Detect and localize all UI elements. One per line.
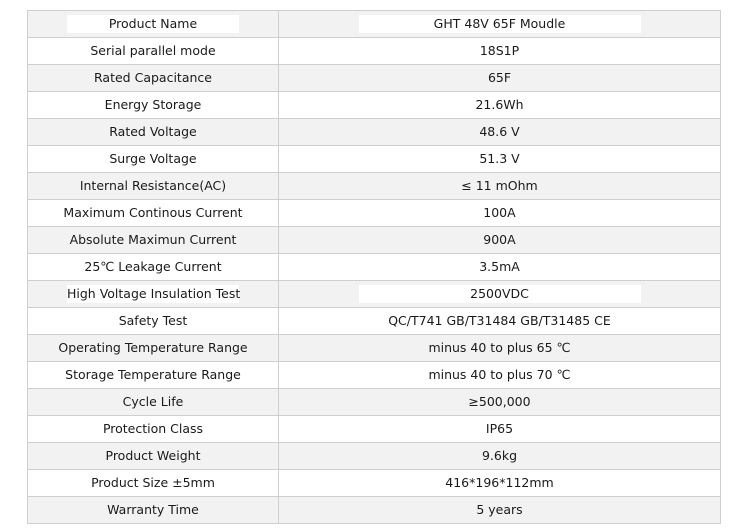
row-label-cell [28, 11, 279, 38]
table-row [28, 38, 721, 65]
row-label: Maximum Continous Current [63, 205, 243, 220]
table-row [28, 11, 721, 38]
row-label-cell [28, 200, 279, 227]
row-label: Energy Storage [104, 97, 202, 112]
row-label: Rated Voltage [109, 124, 197, 139]
row-label: Product Size ±5mm [91, 475, 215, 490]
row-label: High Voltage Insulation Test [67, 286, 241, 301]
row-value-cell [279, 227, 721, 254]
row-label: Cycle Life [122, 394, 184, 409]
row-value-cell [279, 308, 721, 335]
row-label: Product Weight [105, 448, 201, 463]
row-label: Product Name [67, 15, 239, 33]
row-label: Internal Resistance(AC) [79, 178, 227, 193]
row-label-cell [28, 497, 279, 524]
row-label-cell [28, 335, 279, 362]
row-value: ≥500,000 [468, 394, 531, 409]
row-value-cell [279, 200, 721, 227]
table-row [28, 335, 721, 362]
row-label: Safety Test [118, 313, 188, 328]
row-label-cell [28, 443, 279, 470]
row-value: ≤ 11 mOhm [461, 178, 538, 193]
row-label-cell [28, 254, 279, 281]
table-row [28, 173, 721, 200]
row-value-cell [279, 389, 721, 416]
row-value-cell [279, 11, 721, 38]
row-label-cell [28, 389, 279, 416]
row-value-cell [279, 254, 721, 281]
row-label: Protection Class [102, 421, 204, 436]
row-value: 100A [483, 205, 516, 220]
table-row [28, 92, 721, 119]
row-value: minus 40 to plus 65 ℃ [428, 340, 571, 355]
row-value-cell [279, 92, 721, 119]
row-value: 48.6 V [479, 124, 520, 139]
row-label: 25℃ Leakage Current [84, 259, 222, 274]
row-label: Storage Temperature Range [65, 367, 241, 382]
table-row [28, 443, 721, 470]
table-row [28, 497, 721, 524]
row-label-cell [28, 146, 279, 173]
row-label-cell [28, 227, 279, 254]
spec-table [27, 10, 721, 524]
row-value: 65F [487, 70, 512, 85]
row-label: Rated Capacitance [94, 70, 212, 85]
row-label-cell [28, 173, 279, 200]
row-value-cell [279, 497, 721, 524]
row-value: 3.5mA [479, 259, 520, 274]
row-value: GHT 48V 65F Moudle [359, 15, 641, 33]
row-value: 2500VDC [359, 285, 641, 303]
row-value: 416*196*112mm [445, 475, 554, 490]
row-value: 9.6kg [481, 448, 518, 463]
row-value-cell [279, 281, 721, 308]
row-label: Operating Temperature Range [58, 340, 248, 355]
row-label-cell [28, 92, 279, 119]
spec-table-body [28, 11, 721, 524]
table-row [28, 119, 721, 146]
table-row [28, 200, 721, 227]
row-value: 5 years [476, 502, 523, 517]
row-value: 51.3 V [479, 151, 520, 166]
table-row [28, 470, 721, 497]
row-value-cell [279, 362, 721, 389]
row-value-cell [279, 119, 721, 146]
table-row [28, 146, 721, 173]
row-value-cell [279, 173, 721, 200]
table-row [28, 308, 721, 335]
row-value: 21.6Wh [475, 97, 524, 112]
row-value-cell [279, 416, 721, 443]
row-value: QC/T741 GB/T31484 GB/T31485 CE [388, 313, 611, 328]
row-label-cell [28, 416, 279, 443]
row-value-cell [279, 443, 721, 470]
table-row [28, 254, 721, 281]
row-value-cell [279, 335, 721, 362]
row-label-cell [28, 65, 279, 92]
row-label-cell [28, 470, 279, 497]
row-value: 900A [483, 232, 516, 247]
row-value: IP65 [485, 421, 514, 436]
table-row [28, 281, 721, 308]
row-value-cell [279, 470, 721, 497]
table-row [28, 416, 721, 443]
row-label-cell [28, 362, 279, 389]
row-label-cell [28, 119, 279, 146]
row-label: Warranty Time [107, 502, 199, 517]
table-row [28, 362, 721, 389]
row-value-cell [279, 65, 721, 92]
row-value: 18S1P [479, 43, 520, 58]
table-row [28, 227, 721, 254]
row-label-cell [28, 308, 279, 335]
row-label: Absolute Maximun Current [69, 232, 237, 247]
row-value-cell [279, 38, 721, 65]
row-label: Surge Voltage [109, 151, 197, 166]
table-row [28, 65, 721, 92]
table-row [28, 389, 721, 416]
row-label-cell [28, 38, 279, 65]
row-value: minus 40 to plus 70 ℃ [428, 367, 571, 382]
row-value-cell [279, 146, 721, 173]
row-label: Serial parallel mode [90, 43, 216, 58]
row-label-cell [28, 281, 279, 308]
